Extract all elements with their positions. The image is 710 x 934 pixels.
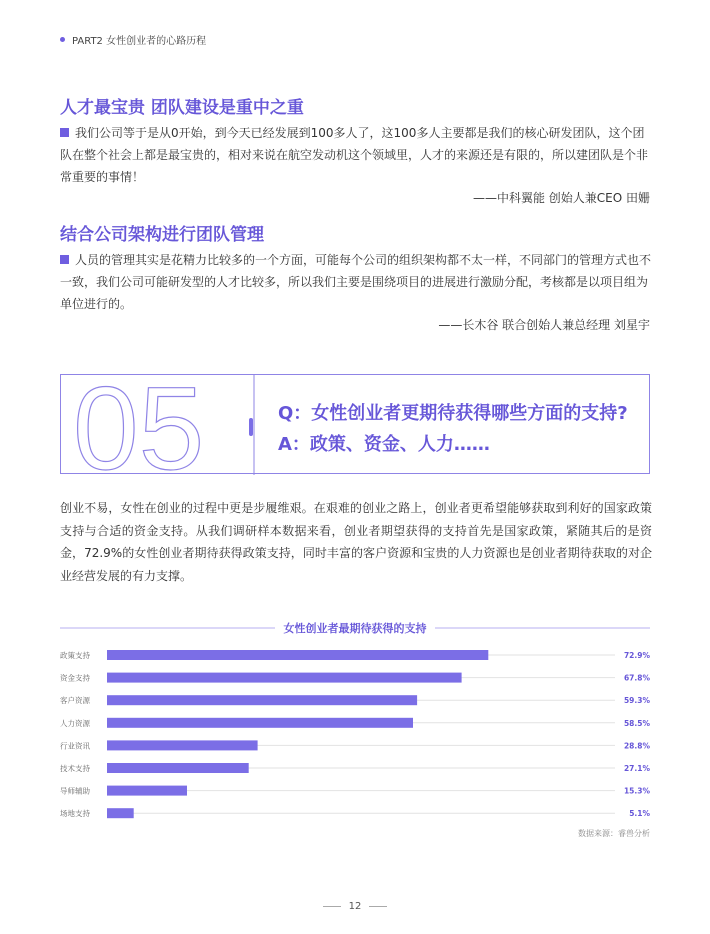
category-label: 资金支持	[60, 673, 90, 683]
chart-bars	[60, 650, 650, 818]
square-bullet-icon	[60, 255, 69, 264]
value-label: 72.9%	[623, 651, 650, 660]
category-label: 行业资讯	[60, 741, 90, 751]
category-label: 场地支持	[60, 809, 90, 819]
category-label: 人力资源	[60, 718, 90, 728]
chart-title: 女性创业者最期待获得的支持	[283, 622, 427, 635]
qa-marker	[249, 418, 253, 436]
section-text-2-body: 人员的管理其实是花精力比较多的一个方面，可能每个公司的组织架构都不太一样，不同部门的管理方式也不一致，我们公司可能研发型的人才比较多，所以我们主要是围绕项目的进展进行激励分配，考核都是以项目组为单位进行的。	[60, 253, 652, 311]
section-text-2	[60, 249, 652, 315]
footer-rule-left	[323, 906, 341, 907]
bar	[107, 786, 187, 796]
section-label: PART2 女性创业者的心路历程	[72, 36, 207, 47]
qa-answer: A：政策、资金、人力……	[278, 434, 490, 455]
value-label: 67.8%	[623, 673, 650, 683]
page-footer	[0, 901, 710, 912]
qa-number: 05	[73, 375, 205, 475]
chart-title-group	[60, 621, 650, 635]
square-bullet-icon	[60, 128, 69, 137]
category-label: 政策支持	[60, 651, 90, 660]
bar	[107, 763, 249, 773]
section-text-1-body: 我们公司等于是从0开始，到今天已经发展到100多人了，这100多人主要都是我们的核心研发团队，这个团队在整个社会上都是最宝贵的，相对来说在航空发动机这个领域里，人才的来源还是有限的，所以建团队是个非常重要的事情！	[60, 126, 649, 184]
value-label: 5.1%	[629, 809, 650, 819]
value-label: 59.3%	[623, 696, 650, 706]
attribution-1: ——中科翼能 创始人兼CEO 田姗	[472, 191, 650, 205]
page-header	[60, 32, 206, 47]
value-label: 27.1%	[623, 764, 650, 773]
value-label: 28.8%	[623, 741, 650, 751]
category-label: 客户资源	[60, 696, 90, 706]
footer-rule-right	[369, 906, 387, 907]
qa-decoration	[61, 375, 651, 475]
section-title-1: 人才最宝贵 团队建设是重中之重	[60, 98, 304, 118]
body-paragraph: 创业不易，女性在创业的过程中更是步履维艰。在艰难的创业之路上，创业者更希望能够获取到利好的国家政策支持与合适的资金支持。从我们调研样本数据来看，创业者期望获得的支持首先是国家政策，紧随其后的是资金，72.9%的女性创业者期待获得政策支持，同时丰富的客户资源和宝贵的人力资源也是创业者期待获取的对企业经营发展的有力支撑。	[60, 501, 652, 583]
attribution-2: ——长木谷 联合创始人兼总经理 刘星宇	[438, 318, 650, 332]
bullet-dot-icon	[60, 37, 65, 42]
bar	[107, 808, 134, 818]
section-text-1	[60, 122, 652, 188]
section-title-2: 结合公司架构进行团队管理	[60, 225, 264, 245]
bar	[107, 695, 417, 705]
support-bar-chart	[55, 617, 655, 827]
qa-question: Q：女性创业者更期待获得哪些方面的支持?	[278, 403, 628, 424]
category-label: 技术支持	[60, 764, 90, 773]
bar	[107, 740, 258, 750]
data-source: 数据来源：睿兽分析	[578, 829, 650, 838]
bar	[107, 650, 488, 660]
value-label: 58.5%	[623, 718, 650, 728]
bar	[107, 718, 413, 728]
page-number: 12	[348, 901, 362, 912]
qa-box	[60, 374, 650, 474]
bar	[107, 673, 462, 683]
value-label: 15.3%	[623, 786, 650, 796]
category-label: 导师辅助	[60, 786, 90, 796]
